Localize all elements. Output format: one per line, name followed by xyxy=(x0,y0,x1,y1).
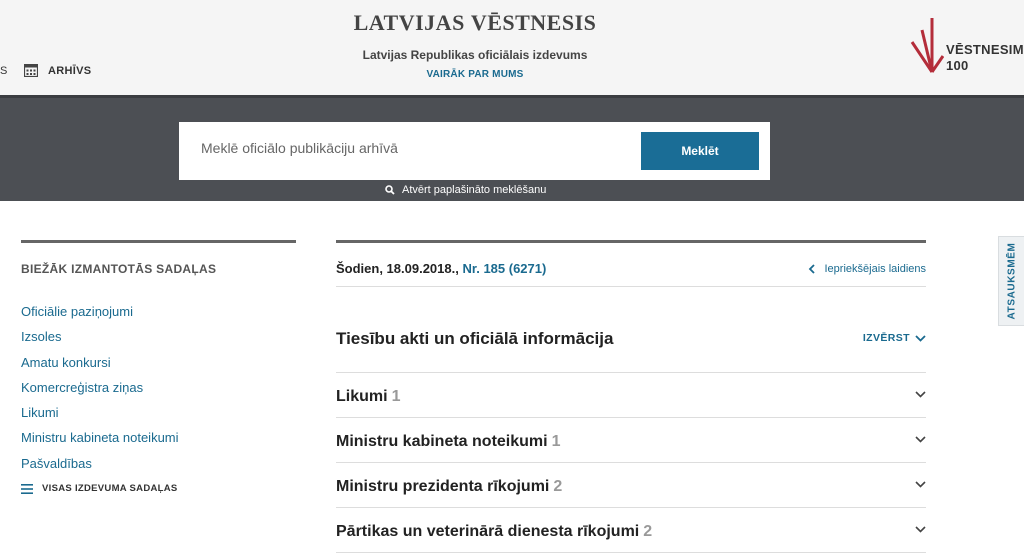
category-row-likumi[interactable] xyxy=(336,373,926,418)
about-link[interactable]: VAIRĀK PAR MUMS xyxy=(426,69,524,80)
nav-item-cut[interactable]: S xyxy=(0,64,8,77)
sidebar-item-oficialie-pazinojumi[interactable]: Oficiālie paziņojumi xyxy=(21,304,133,319)
calendar-icon[interactable] xyxy=(24,64,38,77)
main-content xyxy=(336,240,926,553)
date-label: Šodien, 18.09.2018., xyxy=(336,261,459,276)
expand-all-button[interactable] xyxy=(863,332,926,344)
brand-block xyxy=(353,10,597,80)
category-count: 1 xyxy=(551,433,561,450)
issue-date-row xyxy=(336,243,926,287)
feedback-label: ATSAUKSMĒM xyxy=(1006,242,1017,320)
category-row-ministru-kabineta-noteikumi[interactable] xyxy=(336,418,926,463)
category-count: 2 xyxy=(643,523,653,540)
search-band xyxy=(0,95,1024,201)
category-count: 1 xyxy=(391,388,401,405)
category-label xyxy=(336,433,561,451)
archive-link[interactable]: ARHĪVS xyxy=(48,64,92,77)
logo100-text xyxy=(946,42,1024,74)
chevron-down-icon xyxy=(915,335,926,342)
chevron-down-icon[interactable] xyxy=(915,391,926,398)
issue-date xyxy=(336,261,546,276)
search-icon xyxy=(385,185,395,195)
sidebar-item-izsoles[interactable]: Izsoles xyxy=(21,329,62,345)
search-input[interactable] xyxy=(201,140,601,156)
category-row-ministru-prezidenta-rikojumi[interactable] xyxy=(336,463,926,508)
chevron-left-icon xyxy=(808,264,815,274)
menu-icon xyxy=(21,484,33,494)
category-name: Ministru kabineta noteikumi xyxy=(336,433,548,450)
brand-word-left: LATVIJAS xyxy=(353,10,465,35)
sidebar-item-pasvaldibas[interactable]: Pašvaldības xyxy=(21,455,92,471)
issue-number-link[interactable]: Nr. 185 (6271) xyxy=(462,261,547,276)
chevron-down-icon[interactable] xyxy=(915,481,926,488)
all-sections-label: VISAS IZDEVUMA SADAĻAS xyxy=(42,483,178,495)
sidebar-item-komercregistra-zinas[interactable]: Komercreģistra ziņas xyxy=(21,379,144,395)
vestnesim-100-logo[interactable] xyxy=(910,16,1024,74)
anniversary-mark-icon xyxy=(910,16,944,74)
site-logo[interactable] xyxy=(353,10,597,36)
all-sections-link[interactable] xyxy=(21,483,296,494)
header-nav xyxy=(0,64,91,77)
logo100-line2: 100 xyxy=(946,58,969,73)
section-title: Tiesību akti un oficiālā informācija xyxy=(336,329,614,348)
feedback-tab[interactable] xyxy=(998,236,1024,326)
sidebar-list xyxy=(21,304,296,481)
brand-word-right: VĒSTNESIS xyxy=(470,10,597,35)
category-row-partikas-un-veterinara-dienesta-rikojumi[interactable] xyxy=(336,508,926,553)
sidebar-item-likumi[interactable]: Likumi xyxy=(21,405,59,421)
section-header xyxy=(336,287,926,373)
search-button[interactable]: Meklēt xyxy=(641,132,759,170)
previous-issue-label: Iepriekšējais laidiens xyxy=(824,263,926,275)
sidebar-item-ministru-kabineta-noteikumi[interactable]: Ministru kabineta noteikumi xyxy=(21,430,179,446)
sidebar-divider xyxy=(21,240,296,243)
category-name: Likumi xyxy=(336,388,388,405)
advanced-search-link[interactable] xyxy=(385,184,546,196)
category-label xyxy=(336,478,562,496)
category-name: Pārtikas un veterinārā dienesta rīkojumi xyxy=(336,523,640,540)
search-box xyxy=(179,122,770,180)
chevron-down-icon[interactable] xyxy=(915,436,926,443)
sidebar-item-amatu-konkursi[interactable]: Amatu konkursi xyxy=(21,354,111,370)
category-count: 2 xyxy=(553,478,563,495)
category-name: Ministru prezidenta rīkojumi xyxy=(336,478,550,495)
previous-issue-link[interactable] xyxy=(808,263,927,275)
site-subtitle: Latvijas Republikas oficiālais izdevums xyxy=(362,48,588,62)
sidebar-title: BIEŽĀK IZMANTOTĀS SADAĻAS xyxy=(21,262,217,276)
site-header xyxy=(0,0,1024,95)
expand-label: IZVĒRST xyxy=(862,332,910,344)
advanced-search-label: Atvērt paplašināto meklēšanu xyxy=(402,184,547,196)
category-label xyxy=(336,388,400,406)
frequent-sections-sidebar xyxy=(21,240,296,494)
category-label xyxy=(336,523,652,541)
logo100-line1: VĒSTNESIM xyxy=(946,42,1024,57)
